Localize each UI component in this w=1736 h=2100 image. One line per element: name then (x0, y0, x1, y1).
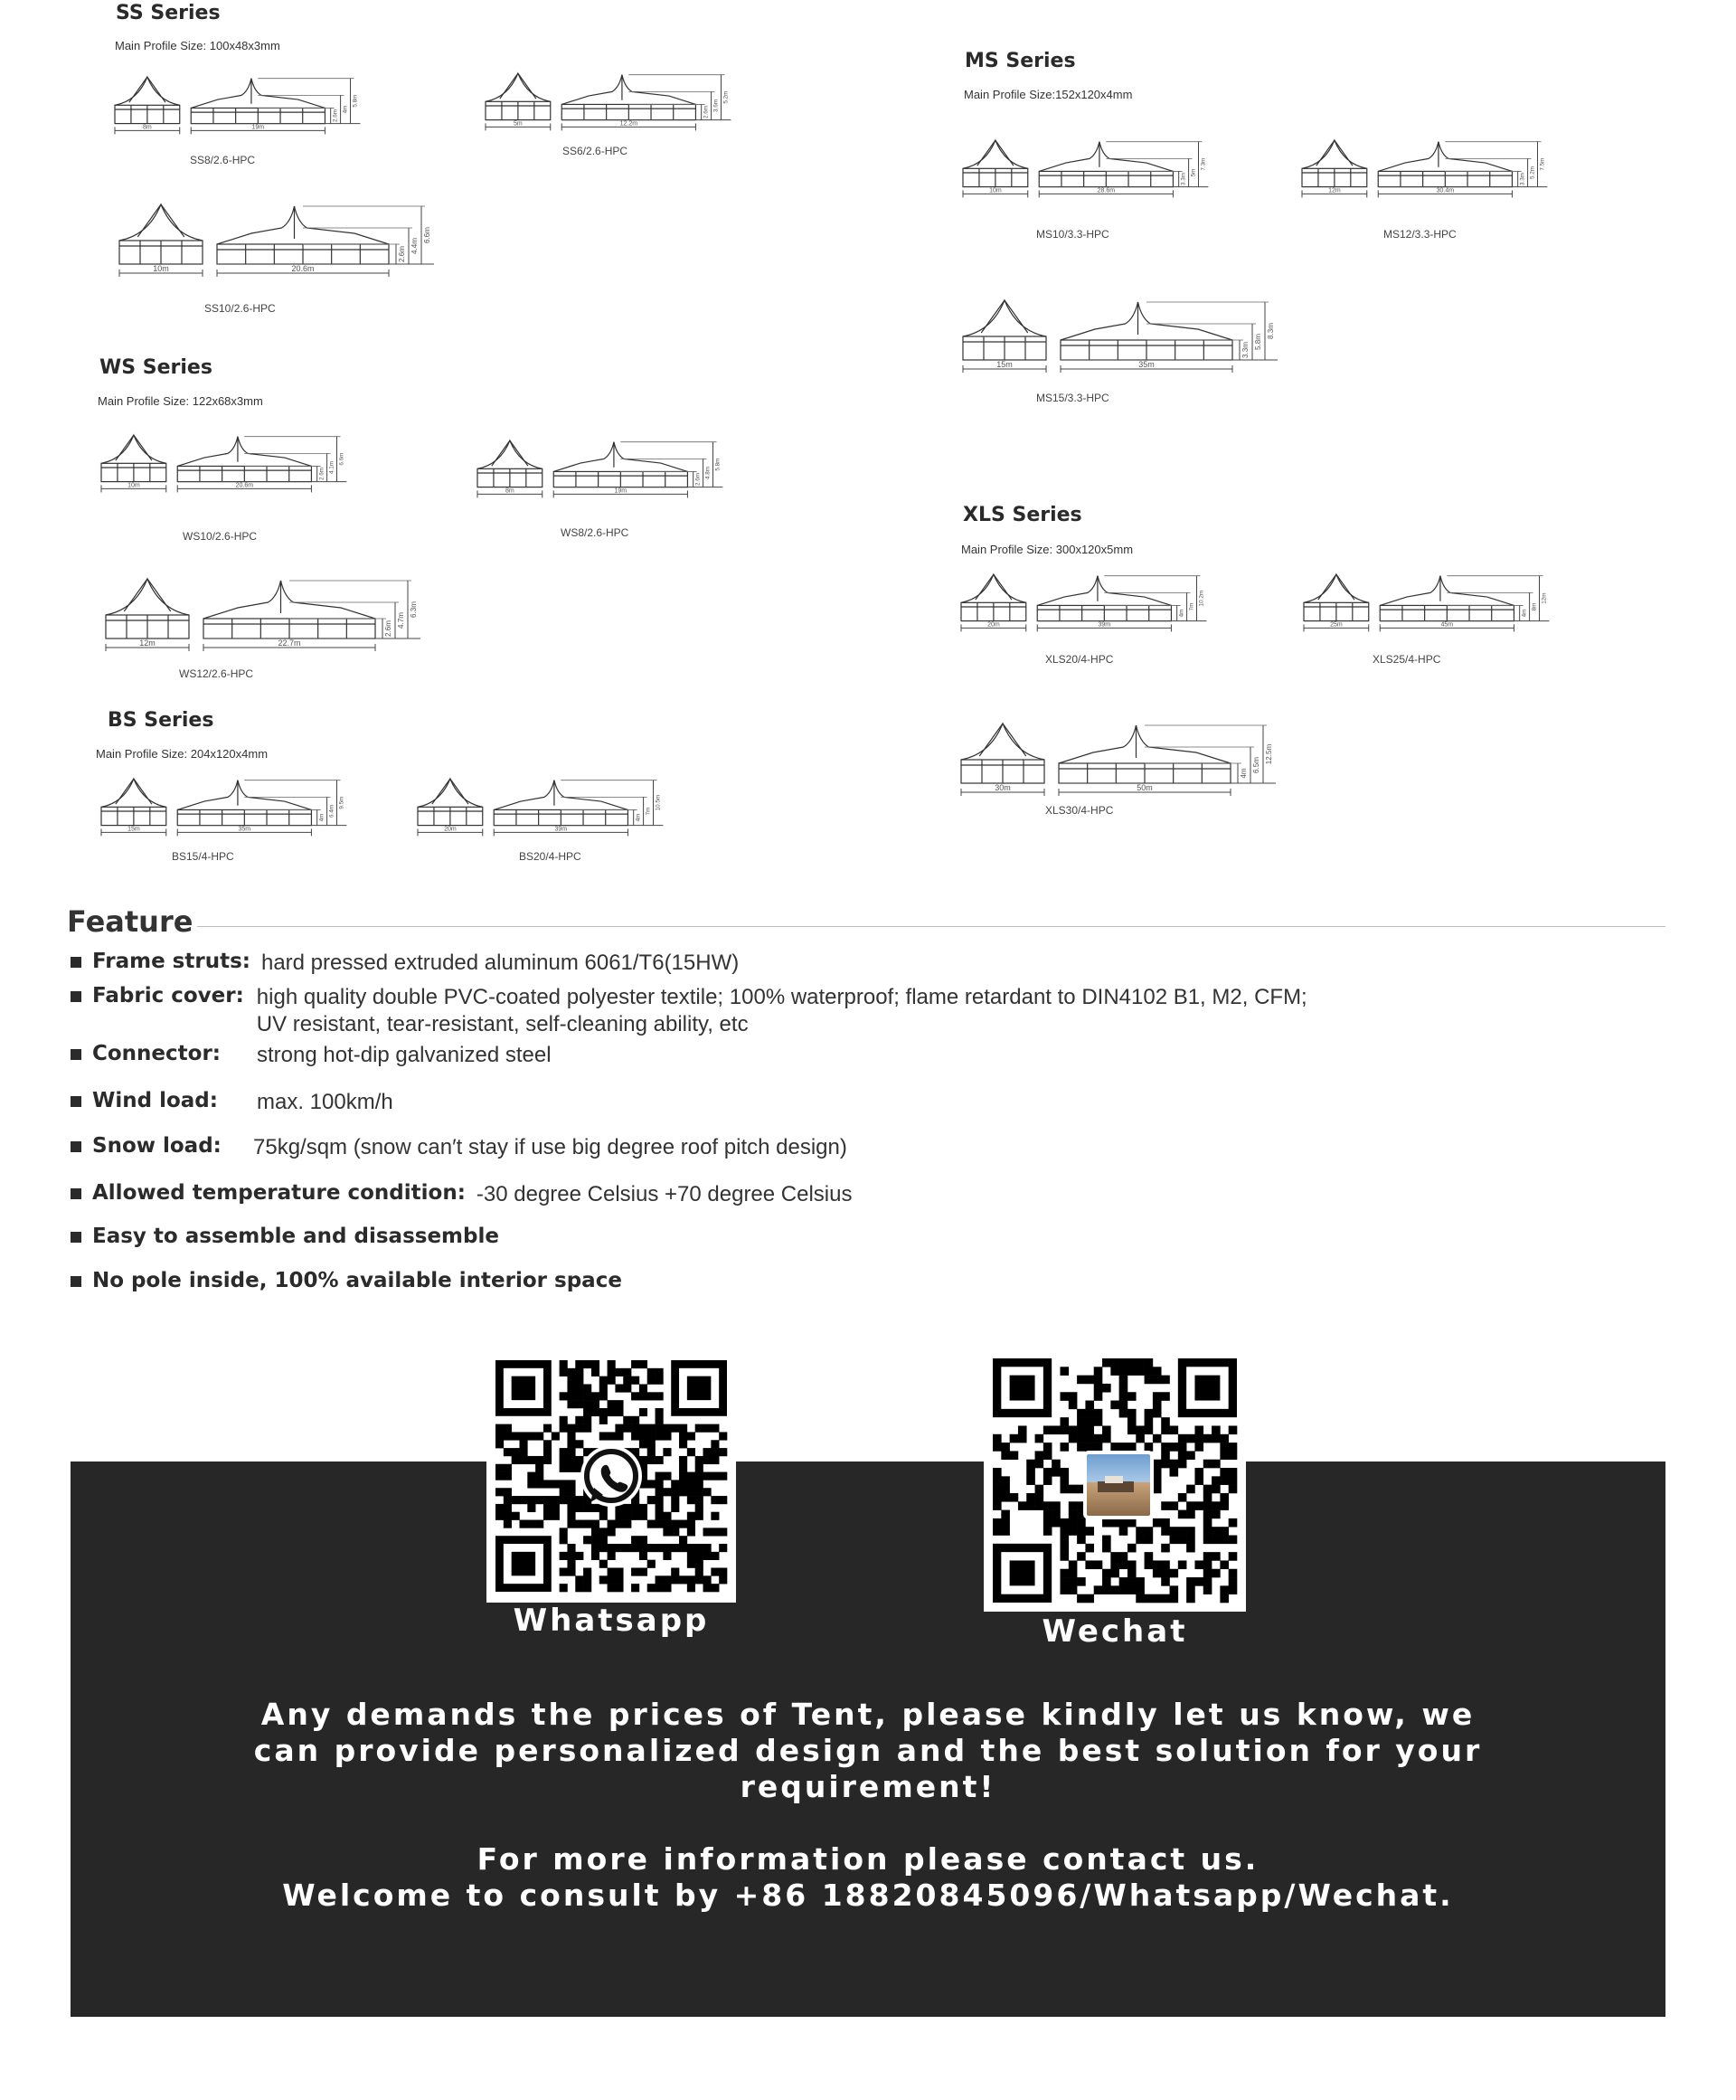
svg-text:7.5m: 7.5m (1539, 157, 1546, 171)
svg-text:2.6m: 2.6m (384, 620, 392, 637)
tent-diagram (113, 74, 380, 143)
svg-text:4.7m: 4.7m (397, 612, 405, 629)
model-label: BS20/4-HPC (519, 850, 581, 863)
svg-text:19m: 19m (251, 124, 265, 131)
svg-text:5.8m: 5.8m (714, 458, 722, 471)
model-label: MS15/3.3-HPC (1036, 392, 1109, 404)
svg-text:35m: 35m (1138, 360, 1155, 369)
svg-text:4m: 4m (635, 813, 642, 822)
svg-text:2.6m: 2.6m (318, 468, 326, 481)
model-label: XLS20/4-HPC (1045, 653, 1114, 666)
svg-text:5m: 5m (514, 120, 523, 128)
svg-text:5.2m: 5.2m (722, 90, 730, 104)
svg-text:35m: 35m (238, 826, 251, 833)
feature-item (71, 1181, 853, 1208)
svg-text:7m: 7m (645, 807, 652, 816)
more-info-line: For more information please contact us. (476, 1841, 1260, 1877)
bullet-icon (71, 1232, 81, 1243)
feature-label: Frame struts: (92, 950, 250, 973)
model-label: MS12/3.3-HPC (1383, 228, 1457, 241)
svg-text:7m: 7m (1188, 602, 1195, 611)
series-profile-ss: Main Profile Size: 100x48x3mm (115, 39, 280, 52)
tent-diagram (1300, 137, 1567, 206)
model-label: WS12/2.6-HPC (179, 667, 254, 680)
tent-diagram (484, 71, 750, 139)
bullet-icon (71, 1049, 81, 1060)
svg-text:10m: 10m (153, 264, 169, 273)
svg-text:4m: 4m (1240, 768, 1248, 779)
svg-text:6.6m: 6.6m (338, 452, 345, 466)
tent-diagram (961, 297, 1303, 385)
feature-value: -30 degree Celsius +70 degree Celsius (476, 1182, 853, 1206)
feature-label: Wind load: (92, 1089, 218, 1112)
svg-text:15m: 15m (127, 826, 140, 833)
series-title-bs: BS Series (108, 709, 214, 732)
svg-text:50m: 50m (1137, 783, 1153, 792)
feature-value: strong hot-dip galvanized steel (257, 1043, 552, 1067)
series-title-ss: SS Series (116, 2, 221, 24)
feature-label: Snow load: (92, 1134, 222, 1158)
svg-text:6.6m: 6.6m (423, 227, 431, 243)
svg-text:8m: 8m (143, 124, 152, 131)
message-line: can provide personalized design and the best solution for your (253, 1733, 1483, 1768)
photo-thumbnail (1083, 1451, 1154, 1519)
feature-label: Connector: (92, 1042, 221, 1065)
svg-text:10m: 10m (127, 482, 140, 489)
tent-diagram (961, 137, 1228, 206)
svg-text:20m: 20m (444, 826, 457, 833)
bullet-icon (71, 957, 81, 968)
svg-text:20m: 20m (987, 621, 1000, 629)
svg-text:15m: 15m (996, 360, 1013, 369)
message-line: Any demands the prices of Tent, please kindly let us know, we (260, 1697, 1476, 1732)
welcome-line: Welcome to consult by +86 18820845096/Whatsapp/Wechat. (282, 1878, 1454, 1913)
tent-diagram (118, 201, 459, 289)
svg-text:10m: 10m (989, 187, 1002, 194)
model-label: XLS30/4-HPC (1045, 804, 1114, 817)
svg-text:2.6m: 2.6m (694, 473, 702, 487)
feature-label: Easy to assemble and disassemble (92, 1225, 499, 1248)
svg-text:5.8m: 5.8m (1254, 334, 1262, 350)
svg-text:19m: 19m (614, 487, 627, 495)
model-label: SS6/2.6-HPC (562, 145, 628, 157)
whatsapp-caption: Whatsapp (513, 1603, 710, 1639)
svg-text:3.3m: 3.3m (1519, 173, 1526, 186)
feature-item (71, 984, 1307, 1038)
series-title-ws: WS Series (99, 356, 212, 379)
svg-text:12m: 12m (139, 639, 156, 648)
series-title-xls: XLS Series (963, 504, 1082, 526)
svg-text:9.5m: 9.5m (338, 796, 345, 809)
svg-text:2.6m: 2.6m (703, 106, 710, 119)
feature-item (71, 1225, 499, 1248)
svg-text:4m: 4m (342, 105, 349, 114)
svg-text:8.3m: 8.3m (1267, 323, 1275, 339)
whatsapp-icon (578, 1443, 645, 1509)
whatsapp-qr-code[interactable] (486, 1351, 736, 1603)
tent-diagram (476, 438, 742, 506)
bullet-icon (71, 991, 81, 1002)
bullet-icon (71, 1276, 81, 1287)
svg-text:8m: 8m (505, 487, 514, 495)
bullet-icon (71, 1096, 81, 1107)
tent-diagram (104, 575, 446, 664)
svg-text:12m: 12m (1328, 187, 1341, 194)
bullet-icon (71, 1141, 81, 1152)
message-line: requirement! (740, 1769, 996, 1804)
svg-text:28.6m: 28.6m (1097, 187, 1116, 194)
svg-text:3.3m: 3.3m (1241, 342, 1250, 358)
svg-text:30.4m: 30.4m (1436, 187, 1455, 194)
feature-value: max. 100km/h (257, 1090, 393, 1114)
feature-value: high quality double PVC-coated polyester textile; 100% waterproof; flame retardant to DIN4102 B1, M2, CFM; (256, 985, 1307, 1009)
series-title-ms: MS Series (965, 50, 1076, 72)
svg-text:20.6m: 20.6m (235, 482, 254, 489)
tent-diagram (99, 432, 366, 501)
feature-value: 75kg/sqm (snow can′t stay if use big degree roof pitch design) (253, 1135, 847, 1159)
svg-text:5.2m: 5.2m (1529, 166, 1536, 179)
tent-diagram (959, 720, 1301, 809)
svg-text:10.2m: 10.2m (1198, 590, 1205, 607)
feature-divider (197, 926, 1665, 927)
svg-text:4.4m: 4.4m (410, 238, 419, 254)
model-label: SS10/2.6-HPC (204, 302, 276, 315)
tent-diagram (1302, 572, 1569, 640)
tent-diagram (959, 572, 1226, 640)
feature-item (71, 1089, 393, 1116)
model-label: WS8/2.6-HPC (561, 526, 629, 539)
feature-heading: Feature (67, 904, 193, 939)
svg-text:45m: 45m (1440, 621, 1454, 629)
svg-text:4.1m: 4.1m (328, 460, 335, 474)
svg-text:4.8m: 4.8m (704, 466, 712, 479)
feature-label: Allowed temperature condition: (92, 1181, 466, 1205)
model-label: SS8/2.6-HPC (190, 154, 256, 166)
svg-text:12.2m: 12.2m (619, 120, 638, 128)
svg-text:2.6m: 2.6m (398, 246, 406, 262)
series-profile-bs: Main Profile Size: 204x120x4mm (96, 747, 269, 761)
svg-text:4m: 4m (318, 813, 326, 822)
svg-text:6.5m: 6.5m (1252, 757, 1260, 773)
tent-diagram (416, 776, 683, 845)
tent-diagram (99, 776, 366, 845)
series-profile-ms: Main Profile Size:152x120x4mm (964, 88, 1133, 101)
svg-text:39m: 39m (554, 826, 568, 833)
wechat-caption: Wechat (1042, 1613, 1188, 1650)
svg-text:10.5m: 10.5m (655, 794, 662, 811)
svg-text:25m: 25m (1330, 621, 1343, 629)
model-label: WS10/2.6-HPC (183, 530, 258, 543)
svg-text:8m: 8m (1531, 602, 1538, 611)
model-label: XLS25/4-HPC (1373, 653, 1441, 666)
svg-text:3.6m: 3.6m (712, 99, 720, 112)
feature-label: No pole inside, 100% available interior space (92, 1269, 622, 1292)
svg-text:30m: 30m (995, 783, 1011, 792)
svg-text:6.4m: 6.4m (328, 804, 335, 818)
contact-more-info (235, 1841, 1501, 1914)
model-label: MS10/3.3-HPC (1036, 228, 1109, 241)
bullet-icon (71, 1188, 81, 1199)
feature-item (71, 1269, 622, 1292)
svg-text:6.3m: 6.3m (410, 601, 418, 618)
series-profile-ws: Main Profile Size: 122x68x3mm (98, 394, 263, 408)
series-profile-xls: Main Profile Size: 300x120x5mm (961, 543, 1134, 556)
svg-text:12.5m: 12.5m (1265, 743, 1273, 765)
svg-text:4m: 4m (1521, 609, 1528, 618)
feature-item (71, 1134, 847, 1161)
model-label: BS15/4-HPC (172, 850, 234, 863)
feature-item (71, 1042, 552, 1069)
feature-value: hard pressed extruded aluminum 6061/T6(15HW) (260, 951, 740, 975)
feature-value-continued: UV resistant, tear-resistant, self-cleaning ability, etc (256, 1012, 749, 1036)
svg-text:39m: 39m (1098, 621, 1111, 629)
svg-text:22.7m: 22.7m (278, 639, 301, 648)
svg-text:5.8m: 5.8m (352, 94, 359, 108)
svg-text:5m: 5m (1190, 168, 1197, 177)
svg-text:12m: 12m (1541, 592, 1548, 604)
svg-text:7.3m: 7.3m (1200, 157, 1207, 171)
svg-text:20.6m: 20.6m (291, 264, 315, 273)
contact-message (235, 1697, 1501, 1805)
svg-text:4m: 4m (1178, 609, 1185, 618)
svg-text:3.3m: 3.3m (1180, 173, 1187, 186)
wechat-qr-code[interactable] (984, 1349, 1246, 1612)
feature-item (71, 950, 739, 977)
svg-text:2.6m: 2.6m (332, 109, 339, 123)
feature-label: Fabric cover: (92, 984, 244, 1007)
